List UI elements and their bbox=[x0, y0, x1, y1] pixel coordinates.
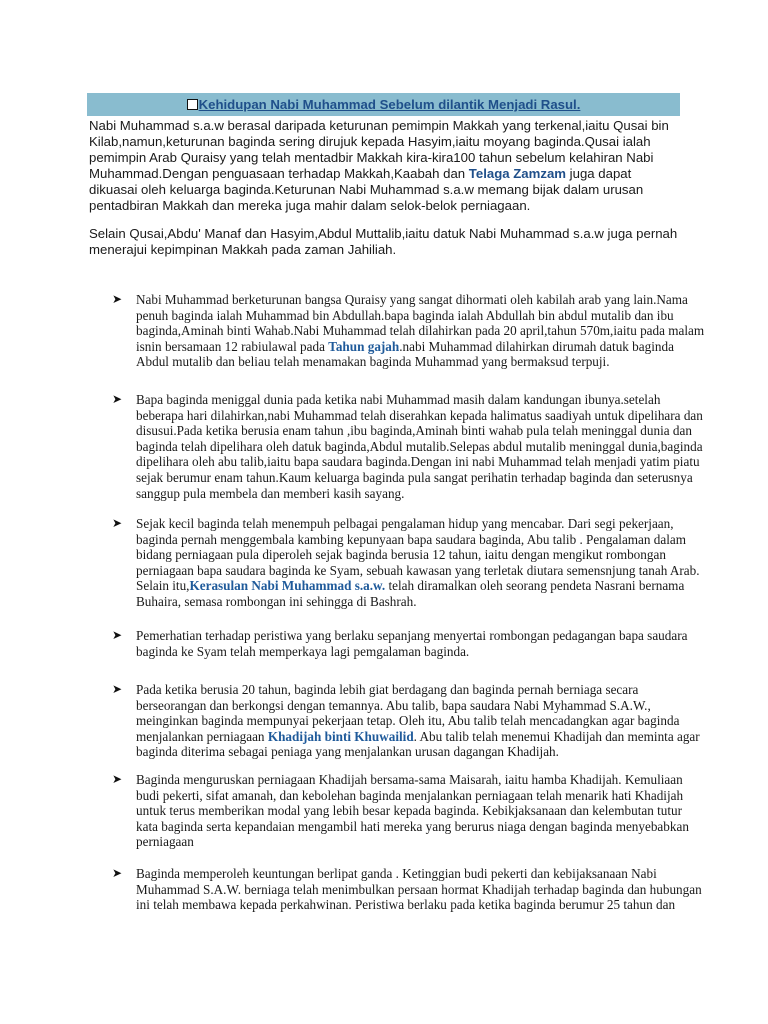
intro-paragraph-2: Selain Qusai,Abdu' Manaf dan Hasyim,Abdul Muttalib,iaitu datuk Nabi Muhammad s.a.w juga pernah menerajui kepimpinan Makkah pada zaman Jahiliah. bbox=[89, 226, 678, 257]
intro-text-before: Nabi Muhammad s.a.w berasal daripada keturunan pemimpin Makkah yang terkenal,iaitu Qusai bin Kilab,namun,keturunan baginda sering dirujuk kepada Hasyim,iaitu moyang baginda.Qusai ialah pemimpin Arab Quraisy yang telah mentadbir Makkah kira-kira100 tahun sebelum kelahiran Nabi Muhammad.Dengan penguasaan terhadap Makkah,Kaabah dan bbox=[89, 118, 669, 181]
section-header-bar bbox=[87, 93, 680, 116]
arrowhead-bullet-icon: ➤ bbox=[112, 292, 123, 306]
list-item-text: Baginda menguruskan perniagaan Khadijah bersama-sama Maisarah, iaitu hamba Khadijah. Kemuliaan budi pekerti, sifat amanah, dan kebolehan baginda menjalankan perniagaan telah menarik hati Khadijah untuk terus memberikan modal yang lebih besar kepada baginda. Kebikjaksanaan dan kelembutan tutur kata baginda serta kepandaian mengambil hati mereka yang berurus niaga dengan baginda menyebabkan perniagaan bbox=[136, 772, 689, 850]
arrowhead-bullet-icon: ➤ bbox=[112, 772, 123, 786]
text-segment: telah diramalkan oleh seorang pendeta Nasrani bernama Buhaira, semasa rombongan ini sehingga di Bashrah. bbox=[136, 578, 685, 609]
list-item-text: Pemerhatian terhadap peristiwa yang berlaku sepanjang menyertai rombongan pedagangan bapa saudara baginda ke Syam telah memperkaya lagi pemgalaman baginda. bbox=[136, 628, 688, 659]
list-item bbox=[112, 392, 706, 501]
arrowhead-bullet-icon: ➤ bbox=[112, 392, 123, 406]
intro-paragraph-1 bbox=[89, 118, 679, 214]
checkbox-icon bbox=[187, 99, 198, 110]
list-item-text: Bapa baginda meniggal dunia pada ketika nabi Muhammad masih dalam kandungan ibunya.setelah beberapa hari dilahirkan,nabi Muhammad telah diserahkan kepada halimatus saadiyah untuk dipelihara dan disusui.Pada ketika berusia enam tahun ,ibu baginda,Aminah binti wahab pula telah meninggal dunia dan baginda telah dipelihara oleh datuk baginda,Abdul mutalib.Selepas abdul mutalib meninggal dunia,baginda dipelihara oleh abu talib,iaitu bapa saudara baginda.Dengan ini nabi Muhammad telah menjadi yatim piatu sejak berumur enam tahun.Kaum keluarga baginda pula sangat perihatin terhadap baginda dan seterusnya sanggup pula membela dan memberi kasih sayang. bbox=[136, 392, 703, 501]
list-item bbox=[112, 772, 706, 850]
list-item bbox=[112, 628, 706, 659]
list-item bbox=[112, 516, 706, 610]
list-item-text: Baginda memperoleh keuntungan berlipat ganda . Ketinggian budi pekerti dan kebijaksanaan Nabi Muhammad S.A.W. berniaga telah menimbulkan persaan hormat Khadijah terhadap baginda dan hubungan ini telah membawa kepada perkahwinan. Peristiwa berlaku pada ketika baginda berumur 25 tahun dan bbox=[136, 866, 702, 913]
intro-text-after: juga dapat dikuasai oleh keluarga baginda.Keturunan Nabi Muhammad s.a.w memang bijak dalam urusan pentadbiran Makkah dan mereka juga mahir dalam selok-belok perniagaan. bbox=[89, 166, 644, 213]
text-segment: .nabi Muhammad dilahirkan dirumah datuk baginda Abdul mutalib dan beliau telah menamakan baginda Muhammad yang bermaksud terpuji. bbox=[136, 338, 674, 370]
section-title-link[interactable]: Kehidupan Nabi Muhammad Sebelum dilantik Menjadi Rasul. bbox=[198, 97, 581, 112]
arrowhead-bullet-icon: ➤ bbox=[112, 866, 123, 880]
tahun-gajah-link[interactable]: Tahun gajah bbox=[328, 338, 400, 354]
text-segment: Nabi Muhammad berketurunan bangsa Quraisy yang sangat dihormati oleh kabilah arab yang lain.Nama penuh baginda ialah Muhammad bin Abdullah.bapa baginda ialah Abdullah bin abdul mutalib dan ibu baginda,Aminah binti Wahab.Nabi Muhammad telah dilahirkan pada 20 april,tahun 570m,iaitu pada malam isnin bersamaan 12 rabiulawal pada bbox=[136, 292, 705, 354]
arrowhead-bullet-icon: ➤ bbox=[112, 628, 123, 642]
arrowhead-bullet-icon: ➤ bbox=[112, 682, 123, 696]
telaga-zamzam-link[interactable]: Telaga Zamzam bbox=[468, 166, 567, 181]
text-segment: Pada ketika berusia 20 tahun, baginda lebih giat berdagang dan baginda pernah berniaga secara berseorangan dan berkongsi dengan temannya. Abu talib, bapa saudara Nabi Myhammad S.A.W., meinginkan baginda mempunyai pekerjaan tetap. Oleh itu, Abu talib telah mencadangkan agar baginda menjalankan perniagaan bbox=[136, 682, 680, 744]
kerasulan-nabi-link[interactable]: Kerasulan Nabi Muhammad s.a.w. bbox=[189, 578, 386, 594]
list-item bbox=[112, 292, 706, 370]
list-item-text bbox=[136, 516, 706, 610]
khadijah-link[interactable]: Khadijah binti Khuwailid bbox=[267, 728, 414, 744]
list-item bbox=[112, 866, 706, 913]
list-item bbox=[112, 682, 706, 760]
arrowhead-bullet-icon: ➤ bbox=[112, 516, 123, 530]
text-segment: Sejak kecil baginda telah menempuh pelbagai pengalaman hidup yang mencabar. Dari segi pekerjaan, baginda pernah menggembala kambing kepunyaan bapa saudara baginda, Abu talib . Pengalaman dalam bidang perniagaan pula diperoleh sejak baginda berusia 12 tahun, iaitu dengan mengikut rombongan perniagaan bapa saudara baginda ke Syam, sebuah kawasan yang terletak diutara semensnjung tanah Arab. Selain itu, bbox=[136, 516, 700, 594]
list-item-text bbox=[136, 682, 706, 760]
list-item-text bbox=[136, 292, 706, 370]
text-segment: . Abu talib telah menemui Khadijah dan meminta agar baginda diterima sebagai peniaga yang menjalankan urusan dagangan Khadijah. bbox=[136, 728, 700, 760]
